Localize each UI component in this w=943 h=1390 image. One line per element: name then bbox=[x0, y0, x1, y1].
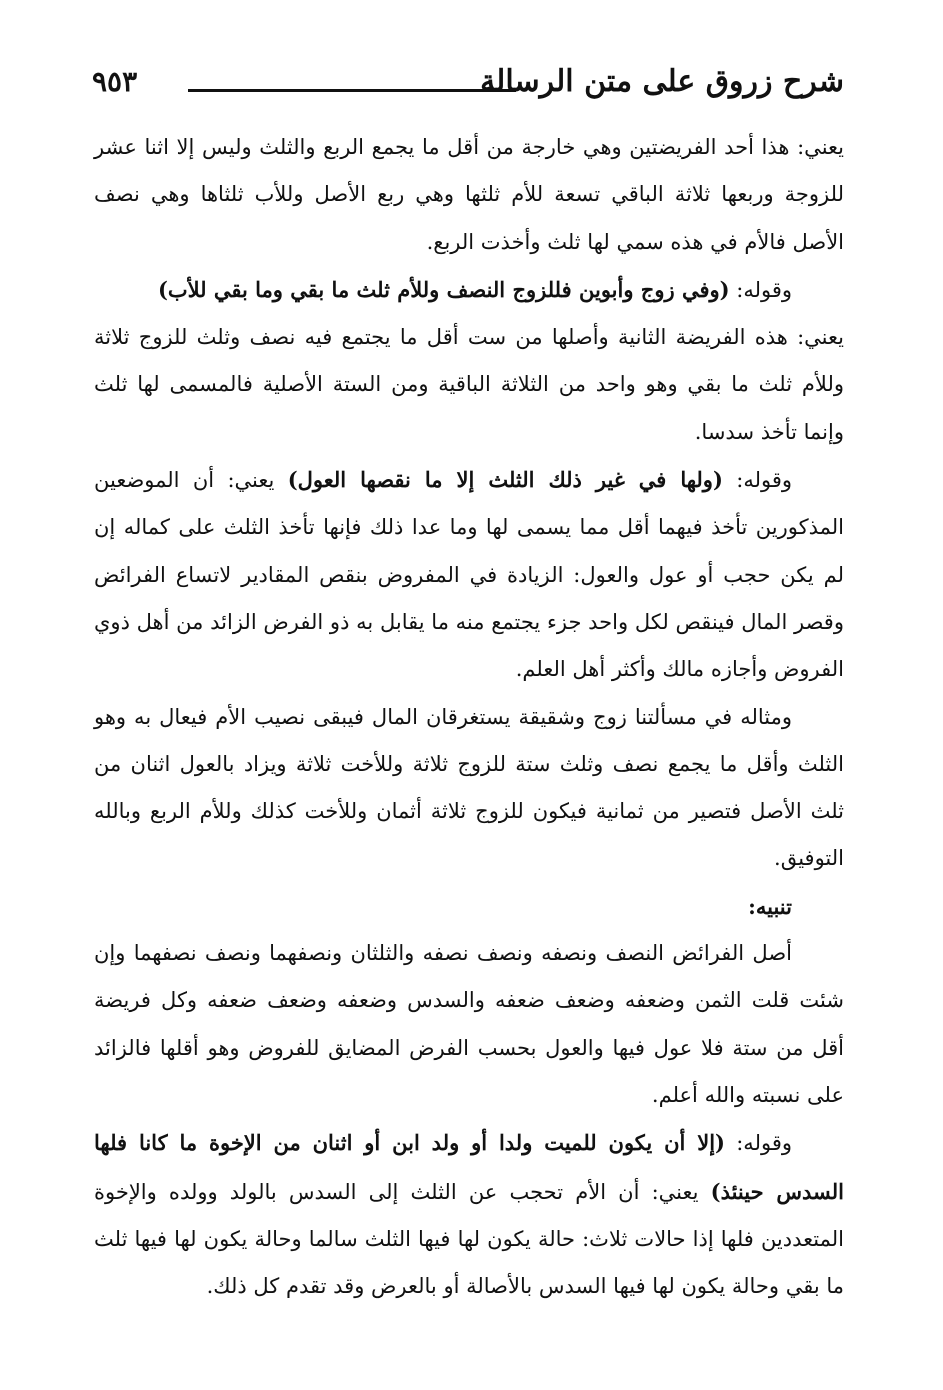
paragraph-3 bbox=[94, 314, 844, 456]
paragraph-7 bbox=[94, 1119, 844, 1310]
quote-lead: وقوله: bbox=[729, 277, 792, 302]
quote-lead: وقوله: bbox=[722, 468, 793, 493]
section-heading: تنبيه: bbox=[748, 893, 792, 919]
paragraph-text: يعني: أن الأم تحجب عن الثلث إلى السدس بالولد وولده والإخوة المتعددين فلها إذا حالات ثلاث: حالة يكون لها فيها الثلث سالما وحالة يكون لها فيها ثلث ما بقي وحالة يكون لها فيها السدس بالأصالة أو بالعرض وقد تقدم كل ذلك. bbox=[94, 1179, 844, 1299]
running-header bbox=[92, 58, 844, 108]
paragraph-5 bbox=[94, 694, 844, 883]
page-number: ٩٥٣ bbox=[92, 65, 138, 98]
header-rule bbox=[188, 89, 516, 92]
paragraph-6 bbox=[94, 930, 844, 1119]
quoted-matn: (إلا أن يكون للميت ولدا أو ولد ابن أو اثنان من الإخوة ما كانا فلها السدس حينئذ) bbox=[94, 1130, 845, 1204]
paragraph-1 bbox=[94, 124, 844, 266]
paragraph-4 bbox=[94, 456, 844, 693]
paragraph-text: يعني: هذه الفريضة الثانية وأصلها من ست أقل ما يجتمع فيه نصف وثلث للزوج ثلاثة وللأم ثلث ما بقي وهو واحد من الثلاثة الباقية ومن الستة الأصلية فالمسمى لها ثلث وإنما تأخذ سدسا. bbox=[94, 325, 844, 444]
quoted-matn: (ولها في غير ذلك الثلث إلا ما نقصها العول) bbox=[287, 467, 723, 493]
paragraph-text: يعني: أن الموضعين المذكورين تأخذ فيهما أقل مما يسمى لها وما عدا ذلك فإنها تأخذ الثلث على كماله إن لم يكن حجب أو عول والعول: الزيادة في المفروض بنقص المقادير لاتساع الفرائض وقصر المال فينقص لكل واحد جزء يجتمع منه ما يقابل به ذو الفرض الزائد من أهل ذوي الفروض وأجازه مالك وأكثر أهل العلم. bbox=[94, 468, 844, 682]
paragraph-text: أصل الفرائض النصف ونصفه ونصف نصفه والثلثان ونصفهما ونصف نصفهما وإن شئت قلت الثمن وضعفه وضعف ضعفه والسدس وضعفه وضعف ضعفه وكل فريضة أقل من ستة فلا عول فيها والعول بحسب الفرض المضايق للفروض وهو أقلها فالزائد على نسبته والله أعلم. bbox=[94, 941, 844, 1107]
paragraph-text: يعني: هذا أحد الفريضتين وهي خارجة من أقل ما يجمع الربع والثلث وليس إلا اثنا عشر للزوجة وربعها ثلاثة الباقي تسعة للأم ثلثها وهي ربع الأصل وللأب ثلثاها وهي نصف الأصل فالأم في هذه سمي لها ثلث وأخذت الربع. bbox=[94, 135, 844, 254]
paragraph-2 bbox=[94, 266, 844, 314]
paragraph-text: ومثاله في مسألتنا زوج وشقيقة يستغرقان المال فيبقى نصيب الأم فيعال به وهو الثلث وأقل ما يجمع نصف وثلث ستة للزوج ثلاثة وللأخت ثلاثة ويزاد بالعول اثنان من ثلث الأصل فتصير من ثمانية فيكون للزوج ثلاثة أثمان وللأخت كذلك وللأم الربع وبالله التوفيق. bbox=[94, 704, 844, 871]
running-title: شرح زروق على متن الرسالة bbox=[480, 64, 844, 99]
body-text bbox=[94, 124, 844, 1310]
quoted-matn: (وفي زوج وأبوين فللزوج النصف وللأم ثلث ما بقي وما بقي للأب) bbox=[157, 276, 730, 302]
quote-lead: وقوله: bbox=[725, 1131, 792, 1156]
